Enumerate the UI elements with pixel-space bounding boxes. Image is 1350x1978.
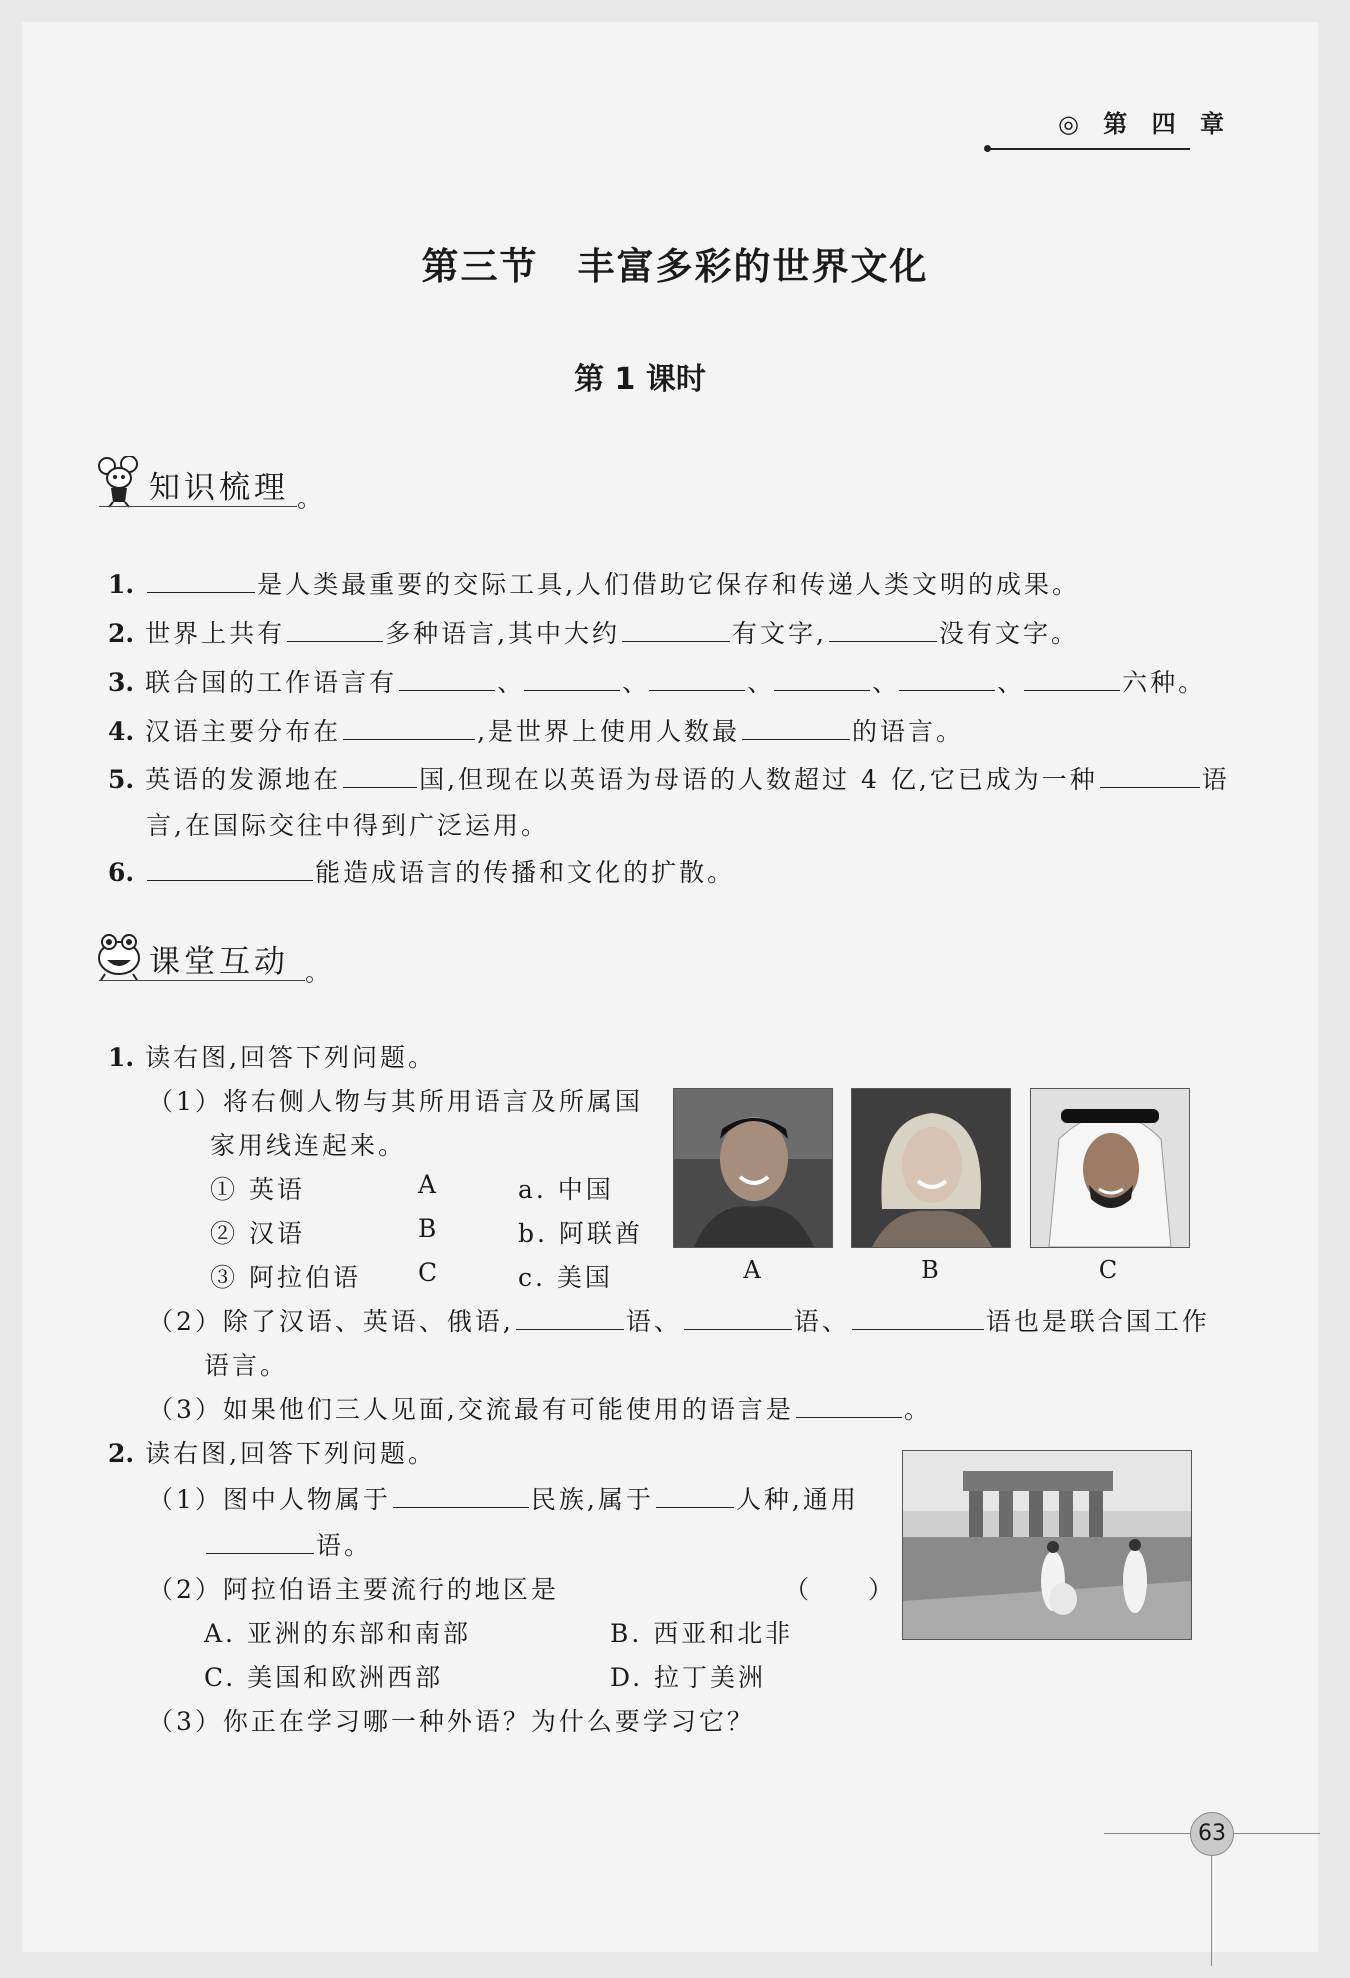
fill-blank[interactable] bbox=[852, 1303, 984, 1330]
question-1-part-1: （1）将右侧人物与其所用语言及所属国 bbox=[148, 1087, 643, 1116]
matching-country-b: b. 阿联酋 bbox=[518, 1219, 643, 1248]
fill-blank[interactable] bbox=[774, 664, 870, 691]
question-1-part-1-continuation: 家用线连起来。 bbox=[210, 1131, 407, 1160]
matching-country-a: a. 中国 bbox=[518, 1175, 614, 1204]
question-2-part-1-continuation: 语。 bbox=[204, 1526, 372, 1562]
fill-blank[interactable] bbox=[1100, 761, 1200, 788]
photo-caption-b: B bbox=[921, 1256, 939, 1284]
question-2-part-3: （3）你正在学习哪一种外语？为什么要学习它？ bbox=[148, 1707, 755, 1736]
portrait-photo-b bbox=[851, 1088, 1011, 1248]
temple-scene-photo bbox=[902, 1450, 1192, 1640]
section-underline bbox=[99, 980, 305, 981]
fill-blank[interactable] bbox=[206, 1527, 314, 1554]
chapter-label: ◎ 第 四 章 bbox=[1058, 110, 1233, 138]
knowledge-item-5-continuation: 言,在国际交往中得到广泛运用。 bbox=[146, 811, 549, 840]
fill-blank[interactable] bbox=[343, 713, 475, 740]
section-underline bbox=[99, 506, 297, 507]
matching-country-c: c. 美国 bbox=[518, 1263, 613, 1292]
option-b[interactable]: B. 西亚和北非 bbox=[610, 1619, 794, 1648]
fill-blank[interactable] bbox=[393, 1481, 529, 1508]
option-d[interactable]: D. 拉丁美洲 bbox=[610, 1663, 767, 1692]
fill-blank[interactable] bbox=[656, 1481, 734, 1508]
fill-blank[interactable] bbox=[796, 1391, 902, 1418]
fill-blank[interactable] bbox=[899, 664, 995, 691]
fill-blank[interactable] bbox=[287, 615, 383, 642]
fill-blank[interactable] bbox=[147, 566, 255, 593]
matching-language-3: ③ 阿拉伯语 bbox=[210, 1263, 361, 1292]
question-1-part-2: （2）除了汉语、英语、俄语, 语、 语、 语也是联合国工作 bbox=[148, 1302, 1210, 1338]
portrait-photo-a bbox=[673, 1088, 833, 1248]
fill-blank[interactable] bbox=[524, 664, 620, 691]
page-number: 63 bbox=[1190, 1812, 1234, 1856]
option-a[interactable]: A. 亚洲的东部和南部 bbox=[204, 1619, 471, 1648]
lesson-subtitle: 第 1 课时 bbox=[574, 362, 706, 397]
frog-mascot-icon bbox=[95, 930, 143, 982]
fill-blank[interactable] bbox=[399, 664, 495, 691]
knowledge-section-label: 知识梳理 bbox=[149, 470, 289, 506]
question-2-stem: 2. 读右图,回答下列问题。 bbox=[108, 1439, 437, 1468]
knowledge-item-4: 4. 汉语主要分布在 ,是世界上使用人数最 的语言。 bbox=[108, 712, 964, 748]
fill-blank[interactable] bbox=[622, 615, 730, 642]
question-2-part-1: （1）图中人物属于 民族,属于 人种,通用 bbox=[148, 1480, 859, 1516]
matching-language-2: ② 汉语 bbox=[210, 1219, 305, 1248]
fill-blank[interactable] bbox=[649, 664, 745, 691]
answer-parentheses[interactable]: （ ） bbox=[784, 1575, 897, 1604]
question-1-part-3: （3）如果他们三人见面,交流最有可能使用的语言是 。 bbox=[148, 1390, 932, 1426]
question-2-part-2: （2）阿拉伯语主要流行的地区是 bbox=[148, 1575, 559, 1604]
question-1-stem: 1. 读右图,回答下列问题。 bbox=[108, 1043, 437, 1072]
photo-caption-a: A bbox=[743, 1256, 761, 1284]
knowledge-item-3: 3. 联合国的工作语言有 、 、 、 、 、 六种。 bbox=[108, 663, 1206, 699]
knowledge-item-2: 2. 世界上共有 多种语言,其中大约 有文字, 没有文字。 bbox=[108, 614, 1079, 650]
fill-blank[interactable] bbox=[343, 761, 417, 788]
fill-blank[interactable] bbox=[684, 1303, 792, 1330]
mouse-mascot-icon bbox=[95, 456, 143, 508]
section-title: 第三节 丰富多彩的世界文化 bbox=[421, 244, 929, 288]
fill-blank[interactable] bbox=[742, 713, 850, 740]
matching-language-1: ① 英语 bbox=[210, 1175, 305, 1204]
page-number-rule-vertical bbox=[1211, 1856, 1212, 1966]
knowledge-item-1: 1. 是人类最重要的交际工具,人们借助它保存和传递人类文明的成果。 bbox=[108, 565, 1080, 601]
knowledge-item-5: 5. 英语的发源地在 国,但现在以英语为母语的人数超过 4 亿,它已成为一种 语 bbox=[108, 760, 1230, 796]
fill-blank[interactable] bbox=[1024, 664, 1120, 691]
photo-caption-c: C bbox=[1098, 1256, 1118, 1284]
knowledge-item-6: 6. 能造成语言的传播和文化的扩散。 bbox=[108, 853, 735, 889]
classroom-section-label: 课堂互动 bbox=[149, 944, 289, 980]
option-c[interactable]: C. 美国和欧洲西部 bbox=[204, 1663, 444, 1692]
fill-blank[interactable] bbox=[147, 854, 313, 881]
question-1-part-2-continuation: 语言。 bbox=[204, 1351, 289, 1380]
chapter-rule bbox=[990, 148, 1190, 150]
portrait-photo-c bbox=[1030, 1088, 1190, 1248]
matching-letter-a: A bbox=[418, 1170, 440, 1199]
fill-blank[interactable] bbox=[516, 1303, 624, 1330]
matching-letter-c: C bbox=[418, 1258, 441, 1287]
fill-blank[interactable] bbox=[829, 615, 937, 642]
matching-letter-b: B bbox=[418, 1214, 440, 1243]
